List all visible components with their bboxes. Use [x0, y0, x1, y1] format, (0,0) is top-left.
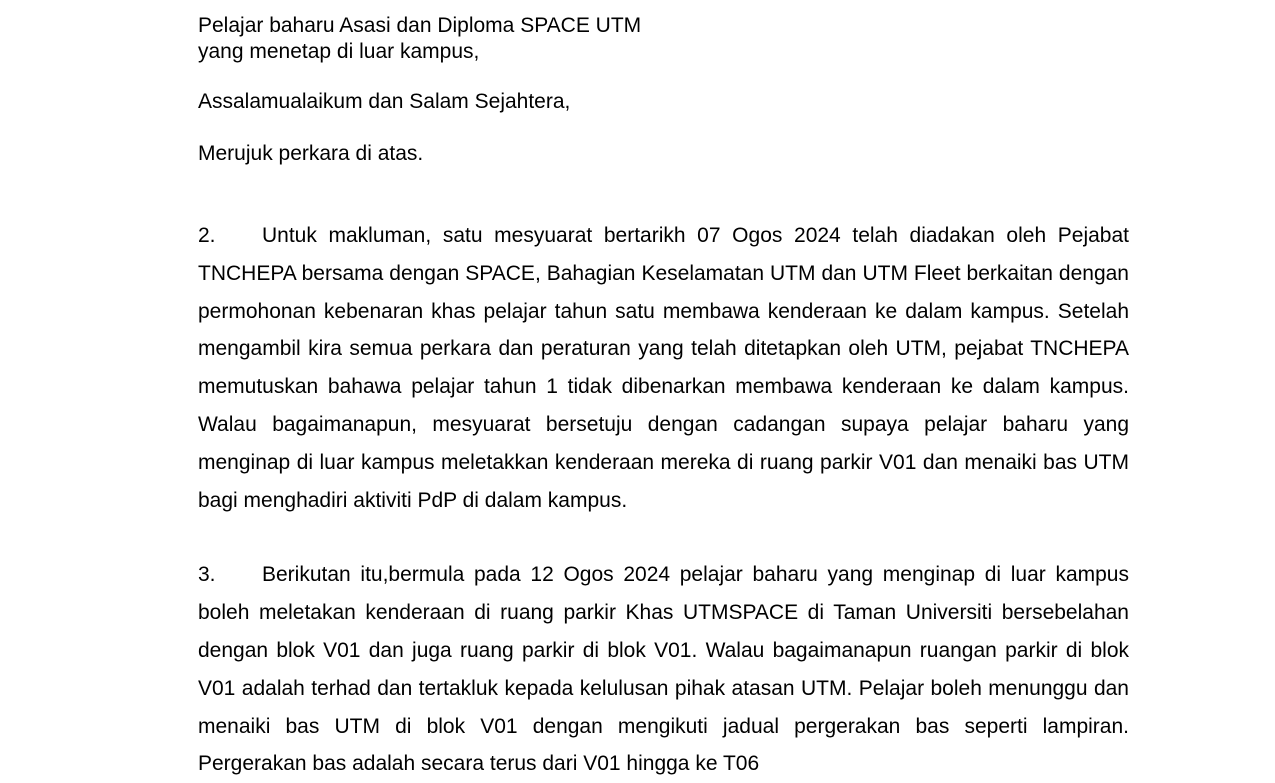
recipient-line: Pelajar baharu Asasi dan Diploma SPACE UTM: [198, 14, 642, 37]
paragraph-2: [198, 217, 1129, 519]
recipient-line: yang menetap di luar kampus,: [198, 40, 480, 63]
greeting: Assalamualaikum dan Salam Sejahtera,: [198, 90, 571, 113]
recipient-block: [198, 13, 1129, 65]
letter-body: [198, 13, 1129, 783]
paragraph-text: Untuk makluman, satu mesyuarat bertarikh 07 Ogos 2024 telah diadakan oleh Pejabat TNCHEPA bersama dengan SPACE, Bahagian Keselamatan UTM dan UTM Fleet berkaitan dengan permohonan kebenaran khas pelajar tahun satu membawa kenderaan ke dalam kampus. Setelah mengambil kira semua perkara dan peraturan yang telah ditetapkan oleh UTM, pejabat TNCHEPA memutuskan bahawa pelajar tahun 1 tidak dibenarkan membawa kenderaan ke dalam kampus. Walau bagaimanapun, mesyuarat bersetuju dengan cadangan supaya pelajar baharu yang menginap di luar kampus meletakkan kenderaan mereka di ruang parkir V01 dan menaiki bas UTM bagi menghadiri aktiviti PdP di dalam kampus.: [198, 224, 1129, 512]
paragraph-number: 3.: [198, 563, 216, 587]
paragraph-number: 2.: [198, 224, 216, 247]
paragraph-text: Berikutan itu,bermula pada 12 Ogos 2024 pelajar baharu yang menginap di luar kampus boleh meletakan kenderaan di ruang parkir Khas UTMSPACE di Taman Universiti bersebelahan dengan blok V01 dan juga ruang parkir di blok V01. Walau bagaimanapun ruangan parkir di blok V01 adalah terhad dan tertakluk kepada kelulusan pihak atasan UTM. Pelajar boleh menunggu dan menaiki bas UTM di blok V01 dengan mengikuti jadual pergerakan bas seperti lampiran. Pergerakan bas adalah secara terus dari V01 hingga ke T06: [198, 563, 1129, 776]
paragraph-3: [198, 556, 1129, 783]
reference-line: Merujuk perkara di atas.: [198, 142, 424, 165]
